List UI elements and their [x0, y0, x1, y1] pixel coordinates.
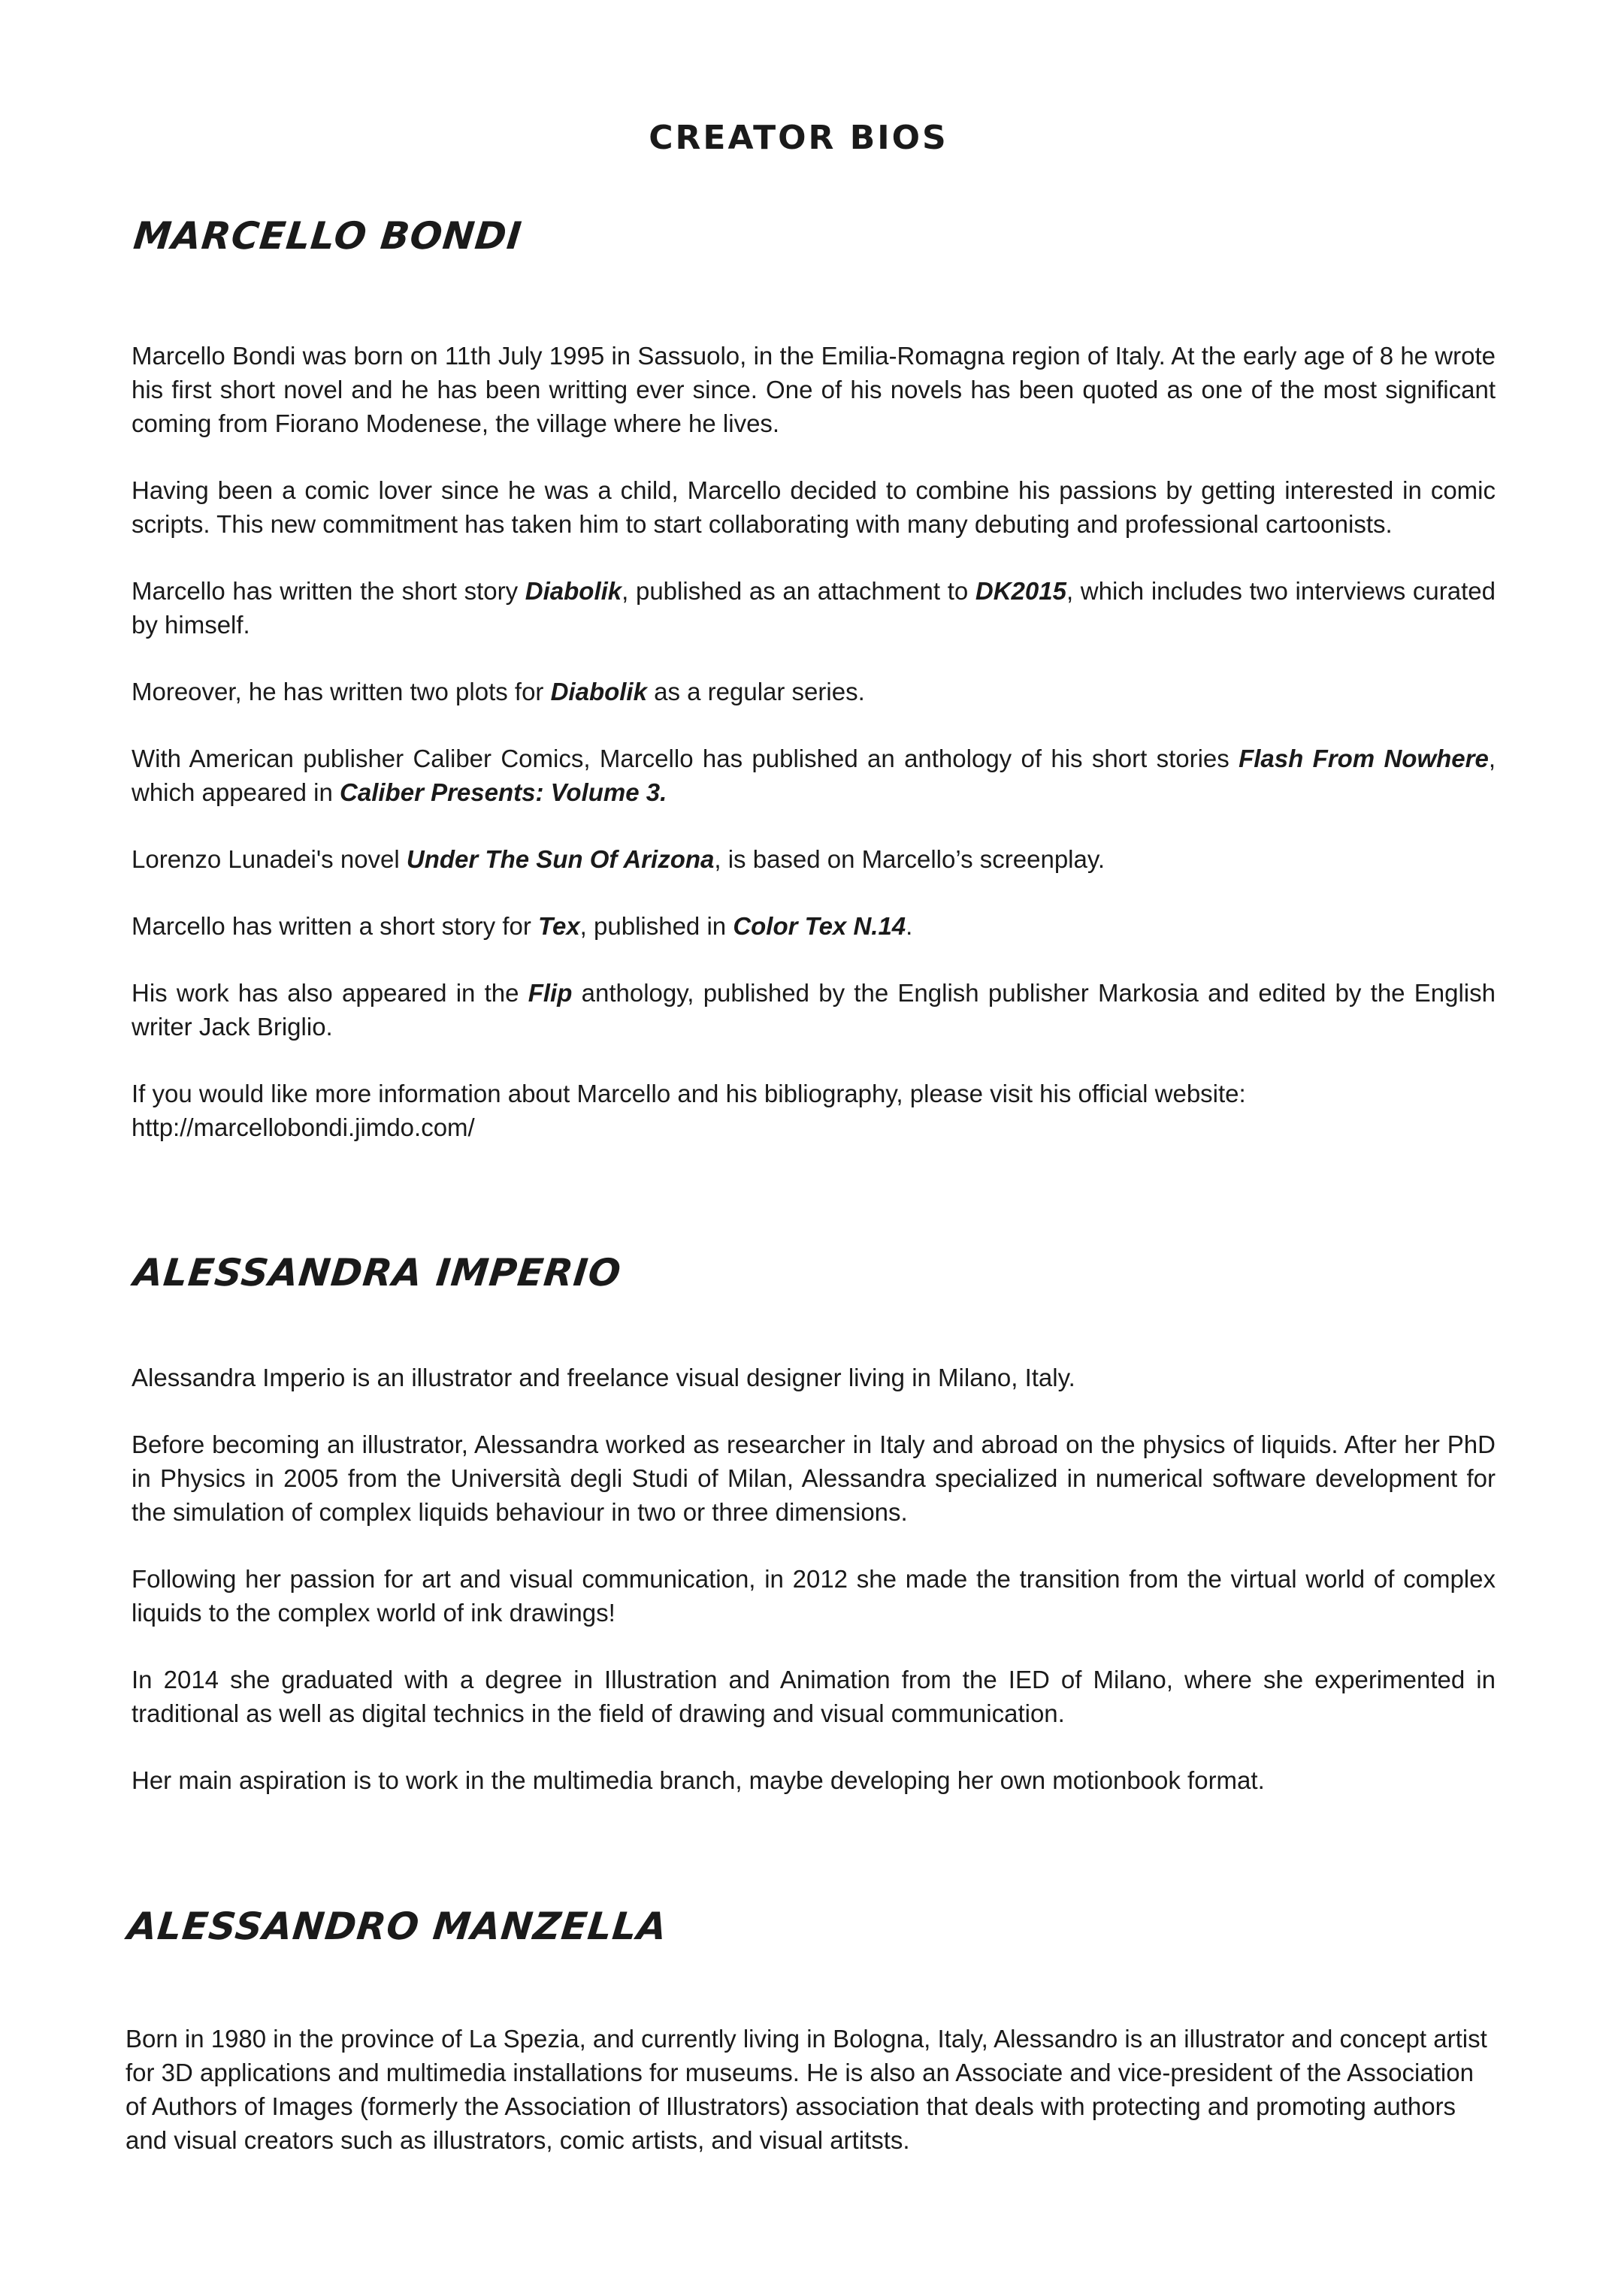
bio-paragraph: In 2014 she graduated with a degree in Illustration and Animation from the IED of Milano, where she experimented in traditional as well as digital technics in the field of drawing and visual communication. — [132, 1666, 1496, 1727]
work-title: Diabolik — [525, 577, 622, 605]
bio-paragraph: Alessandra Imperio is an illustrator and freelance visual designer living in Milano, Italy. — [132, 1364, 1075, 1391]
bio-paragraph: Having been a comic lover since he was a child, Marcello decided to combine his passions by getting interested in comic scripts. This new commitment has taken him to start collaborating with many debuting and professional cartoonists. — [132, 476, 1496, 538]
text-run: His work has also appeared in the — [132, 979, 528, 1007]
text-run: as a regular series. — [646, 678, 865, 705]
text-run: anthology, published by the English publisher Markosia and edited by the English writer Jack Briglio. — [132, 979, 1496, 1041]
text-run: Marcello has written a short story for — [132, 912, 539, 940]
text-run: , published as an attachment to — [622, 577, 975, 605]
text-run: With American publisher Caliber Comics, Marcello has published an anthology of his short stories — [132, 745, 1239, 772]
bio-paragraph — [132, 675, 1496, 708]
work-title: Flip — [528, 979, 573, 1007]
bio-section-marcello-bondi — [132, 214, 1496, 1144]
bio-paragraph: Marcello Bondi was born on 11th July 1995 in Sassuolo, in the Emilia-Romagna region of Italy. At the early age of 8 he wrote his first short novel and he has been writting ever since. One of his novels has been quoted as one of the most significant coming from Fiorano Modenese, the village where he lives. — [132, 342, 1496, 437]
text-run: Moreover, he has written two plots for — [132, 678, 551, 705]
bio-paragraph — [132, 909, 1496, 943]
bio-heading: MARCELLO BONDI — [132, 214, 525, 258]
text-run: , which includes two interviews curated by himself. — [132, 577, 1496, 639]
work-title: Under The Sun Of Arizona — [406, 845, 715, 873]
bio-paragraph — [132, 1077, 1496, 1144]
bio-paragraph: Her main aspiration is to work in the multimedia branch, maybe developing her own motionbook format. — [132, 1766, 1265, 1794]
bio-heading: ALESSANDRO MANZELLA — [126, 1905, 670, 1948]
text-run: Lorenzo Lunadei's novel — [132, 845, 407, 873]
bio-paragraph — [132, 842, 1496, 876]
bio-paragraph: Born in 1980 in the province of La Spezia, and currently living in Bologna, Italy, Alessandro is an illustrator and concept artist for 3D applications and multimedia installations for museums. He is also an Associate and vice-president of the Association of Authors of Images (formerly the Association of Illustrators) association that deals with protecting and promoting authors and visual creators such as illustrators, comic artists, and visual artitsts. — [126, 2025, 1487, 2154]
work-title: Caliber Presents: Volume 3. — [340, 778, 667, 806]
bio-paragraph: Following her passion for art and visual communication, in 2012 she made the transition from the virtual world of complex liquids to the complex world of ink drawings! — [132, 1565, 1496, 1627]
text-run: , is based on Marcello’s screenplay. — [714, 845, 1105, 873]
text-run: Marcello has written the short story — [132, 577, 525, 605]
text-run: , published in — [579, 912, 733, 940]
work-title: Tex — [538, 912, 580, 940]
page-title: CREATOR BIOS — [649, 119, 948, 157]
bio-section-alessandra-imperio — [132, 1251, 1496, 1797]
work-title: Color Tex N.14 — [733, 912, 906, 940]
bio-paragraph — [132, 742, 1496, 809]
website-url: http://marcellobondi.jimdo.com/ — [132, 1113, 475, 1141]
text-run: , which appeared in — [132, 745, 1496, 806]
work-title: Diabolik — [550, 678, 647, 705]
text-run: . — [906, 912, 913, 940]
bio-paragraph — [132, 976, 1496, 1044]
bio-section-alessandro-manzella — [126, 1905, 1493, 2157]
work-title: DK2015 — [975, 577, 1066, 605]
bio-heading: ALESSANDRA IMPERIO — [132, 1251, 624, 1295]
bio-paragraph — [132, 574, 1496, 642]
work-title: Flash From Nowhere — [1239, 745, 1489, 772]
text-run: If you would like more information about Marcello and his bibliography, please visit his official website: — [132, 1080, 1246, 1107]
bio-paragraph: Before becoming an illustrator, Alessandra worked as researcher in Italy and abroad on the physics of liquids. After her PhD in Physics in 2005 from the Università degli Studi of Milan, Alessandra specialized in numerical software development for the simulation of complex liquids behaviour in two or three dimensions. — [132, 1430, 1496, 1526]
